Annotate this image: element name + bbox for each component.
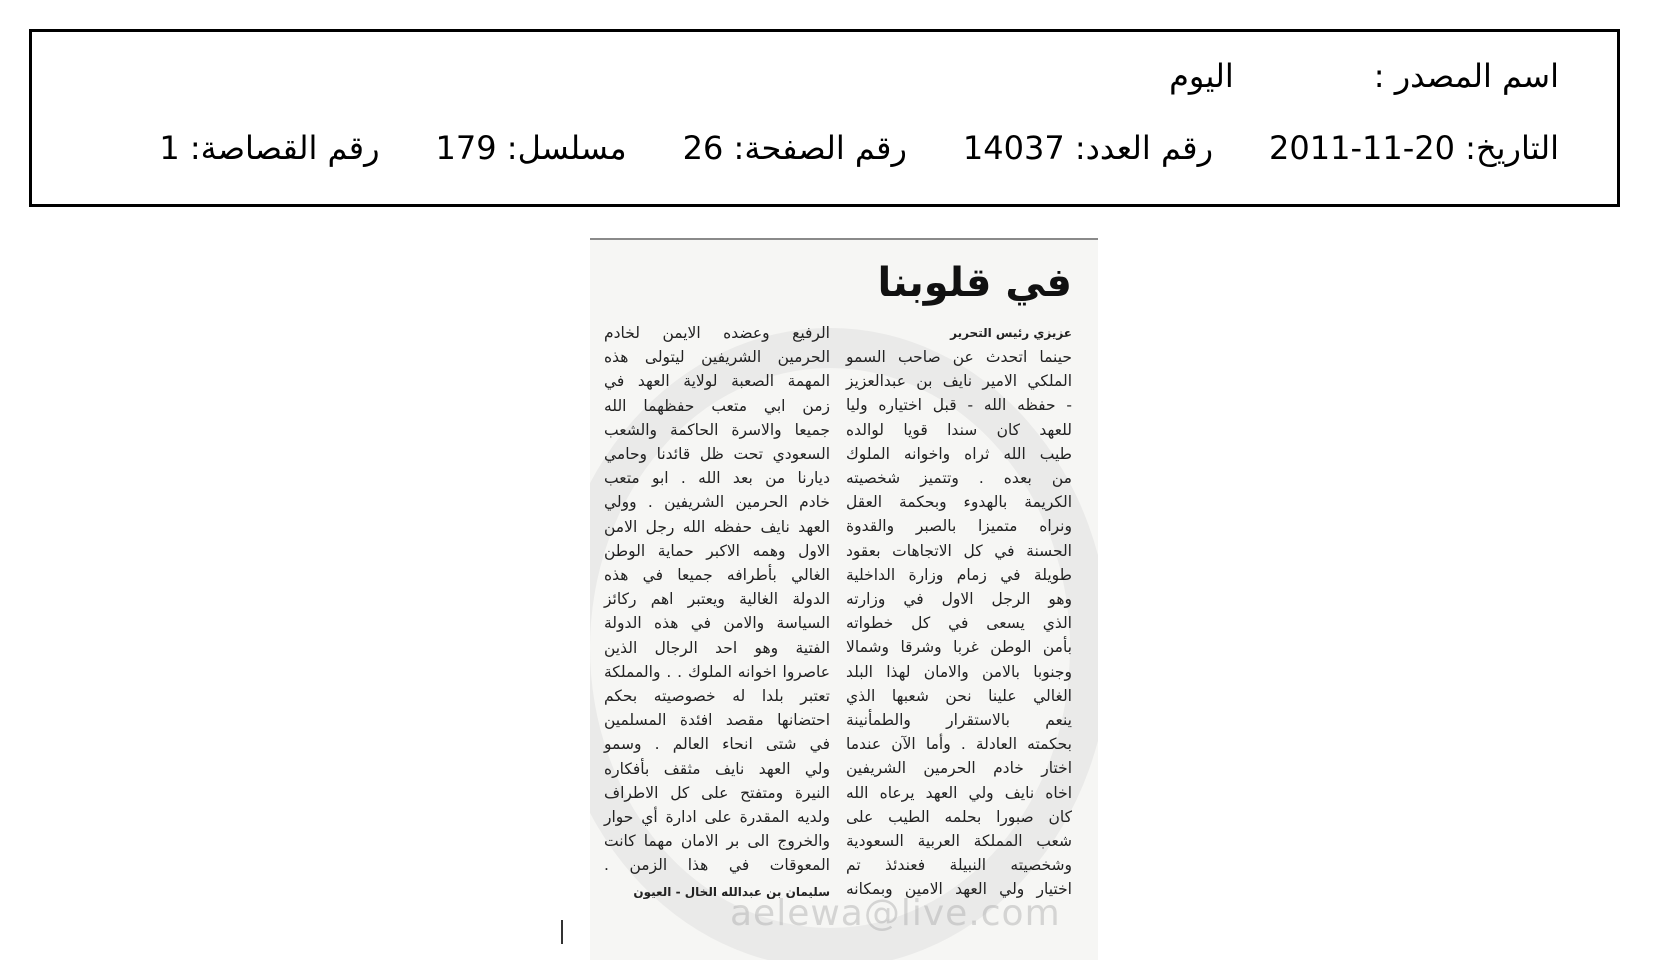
article-text-line: شعب المملكة العربية السعودية — [846, 832, 1072, 851]
article-text-line: الحسنة في كل الاتجاهات بعقود — [846, 541, 1072, 560]
page-number-field: رقم الصفحة: 26 — [682, 129, 907, 167]
article-text-line: المهمة الصعبة لولاية العهد في — [604, 372, 830, 391]
article-text-line: الاول وهمه الاكبر حماية الوطن — [604, 541, 830, 560]
article-text-line: في شتى انحاء العالم . وسمو — [604, 735, 830, 754]
article-text-line: خادم الحرمين الشريفين . وولي — [604, 493, 830, 512]
date-field: التاريخ: 20-11-2011 — [1269, 129, 1559, 167]
source-row — [1169, 56, 1559, 96]
article-text-line: طيب الله ثراه واخوانه الملوك — [846, 444, 1072, 463]
column-left-text — [604, 321, 830, 878]
article-text-line: السياسة والامن في هذه الدولة — [604, 614, 830, 633]
article-text-line: اختار خادم الحرمين الشريفين — [846, 759, 1072, 778]
article-text-line: النيرة ومتفتح على كل الاطراف — [604, 783, 830, 802]
article-column-right — [846, 321, 1072, 902]
article-text-line: - حفظه الله - قبل اختياره وليا — [846, 396, 1072, 415]
article-column-left — [604, 321, 830, 878]
article-text-line: ونراه متميزا بالصبر والقدوة — [846, 517, 1072, 536]
article-text-line: كان صبورا بحلمه الطيب على — [846, 807, 1072, 826]
clipping-info-box — [29, 29, 1620, 207]
article-text-line: بحكمته العادلة . وأما الآن عندما — [846, 735, 1072, 754]
watermark-email: aelewa@live.com — [730, 893, 1061, 934]
article-text-line: جميعا والاسرة الحاكمة والشعب — [604, 420, 830, 439]
article-text-line: عاصروا اخوانه الملوك . . والمملكة — [604, 662, 830, 681]
article-text-line: الكريمة بالهدوء وبحكمة العقل — [846, 493, 1072, 512]
article-text-line: الحرمين الشريفين ليتولى هذه — [604, 348, 830, 367]
article-text-line: حينما اتحدث عن صاحب السمو — [846, 348, 1072, 366]
article-text-line: تعتبر بلدا له خصوصيته بحكم — [604, 687, 830, 706]
article-text-line: بأمن الوطن غربا وشرقا وشمالا — [846, 638, 1072, 657]
article-author: سليمان بن عبدالله الخال - العيون — [633, 885, 830, 899]
article-text-line: طويلة في زمام وزارة الداخلية — [846, 565, 1072, 584]
article-text-line: الفتية وهو احد الرجال الذين — [604, 638, 830, 657]
article-text-line: الملكي الامير نايف بن عبدالعزيز — [846, 372, 1072, 391]
clip-number-field: رقم القصاصة: 1 — [159, 129, 380, 167]
article-text-line: ولي العهد نايف مثقف بأفكاره — [604, 759, 830, 778]
article-text-line: اخاه نايف ولي العهد يرعاه الله — [846, 783, 1072, 802]
source-label: اسم المصدر : — [1373, 57, 1559, 95]
article-text-line: الغالي بأطرافه جميعا في هذه — [604, 566, 830, 585]
article-text-line: ديارنا من بعد الله . ابو متعب — [604, 469, 830, 488]
clipping-top-rule — [590, 238, 1098, 240]
article-text-line: ولديه المقدرة على ادارة أي حوار — [604, 808, 830, 827]
article-text-line: الرفيع وعضده الايمن لخادم — [604, 324, 830, 342]
article-text-line: وشخصيته النبيلة فعندئذ تم — [846, 856, 1072, 875]
article-text-line: الذي يسعى في كل خطواته — [846, 614, 1072, 633]
newspaper-clipping — [590, 238, 1098, 960]
article-text-line: السعودي تحت ظل قائدنا وحامي — [604, 445, 830, 464]
article-text-line: والخروج الى بر الامان مهما كانت — [604, 832, 830, 851]
article-text-line: من بعده . وتتميز شخصيته — [846, 469, 1072, 488]
article-text-line: وهو الرجل الاول في وزارته — [846, 590, 1072, 609]
article-byline: عزيزي رئيس التحرير — [950, 326, 1072, 340]
article-text-line: ينعم بالاستقرار والطمأنينة — [846, 711, 1072, 730]
serial-field: مسلسل: 179 — [435, 129, 627, 167]
article-text-line: وجنوبا بالامن والامان لهذا البلد — [846, 662, 1072, 681]
article-text-line: العهد نايف حفظه الله رجل الامن — [604, 517, 830, 536]
article-text-line: الدولة الغالية ويعتبر اهم ركائز — [604, 590, 830, 609]
metadata-row — [159, 128, 1559, 168]
article-text-line: اختيار ولي العهد الامين وبمكانه — [846, 880, 1072, 899]
source-value: اليوم — [1169, 57, 1234, 95]
scan-margin-mark — [561, 920, 563, 944]
article-text-line: المعوقات في هذا الزمن . — [604, 856, 830, 875]
issue-number-field: رقم العدد: 14037 — [962, 129, 1214, 167]
article-text-line: للعهد كان سندا قويا لوالده — [846, 420, 1072, 439]
column-right-text — [846, 345, 1072, 902]
article-text-line: احتضانها مقصد افئدة المسلمين — [604, 711, 830, 730]
article-text-line: الغالي علينا نحن شعبها الذي — [846, 686, 1072, 705]
article-title: في قلوبنا — [877, 260, 1072, 306]
article-text-line: زمن ابي متعب حفظهما الله — [604, 396, 830, 415]
